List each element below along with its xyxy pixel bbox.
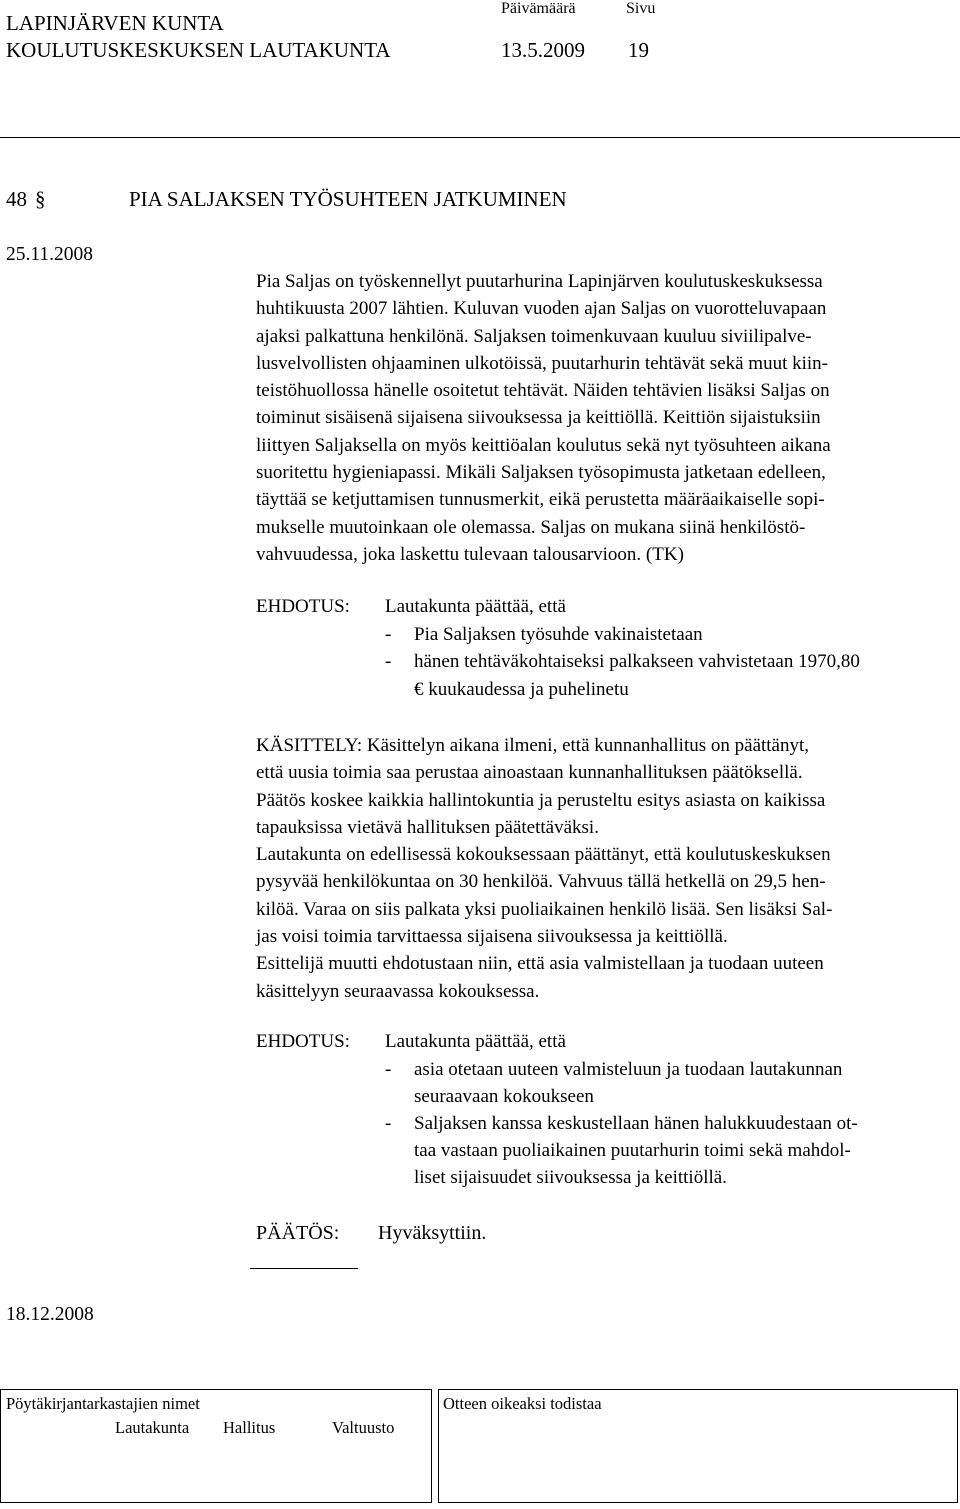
section-sign: §	[35, 187, 46, 211]
handling-line: Lautakunta on edellisessä kokouksessaan päättänyt, että koulutuskeskuksen	[256, 844, 831, 866]
handling-line: käsittelyyn seuraavassa kokouksessa.	[256, 980, 540, 1002]
body-line: mukselle muutoinkaan ole olemassa. Saljas on mukana siinä henkilöstö-	[256, 516, 806, 538]
decision-label: PÄÄTÖS:	[256, 1222, 340, 1244]
body-line: liittyen Saljaksella on myös keittiöalan koulutus sekä nyt työsuhteen aikana	[256, 434, 831, 456]
footer-body-valtuusto: Valtuusto	[332, 1418, 395, 1437]
body-paragraph	[256, 268, 956, 568]
proposal1-intro: Lautakunta päättää, että	[385, 596, 566, 617]
date-first: 25.11.2008	[6, 244, 94, 265]
board-name: KOULUTUSKESKUKSEN LAUTAKUNTA	[6, 38, 391, 62]
body-line: suoritettu hygieniapassi. Mikäli Saljaksen työsopimusta jatketaan edelleen,	[256, 462, 826, 484]
handling-line: tapauksissa vietävä hallituksen päätettäväksi.	[256, 816, 599, 838]
proposal2-item: liset sijaisuudet siivouksessa ja keittiöllä.	[414, 1167, 727, 1188]
footer-body-hallitus: Hallitus	[223, 1418, 276, 1437]
page-number: 19	[628, 38, 649, 62]
body-line: vahvuudessa, joka laskettu tulevaan talousarvioon. (TK)	[256, 543, 684, 565]
date-second: 18.12.2008	[6, 1304, 94, 1325]
proposal1-item: Pia Saljaksen työsuhde vakinaistetaan	[414, 624, 703, 645]
footer-body-lautakunta: Lautakunta	[115, 1418, 190, 1437]
item-number: 48	[6, 187, 27, 211]
header-rule	[0, 137, 960, 138]
decision-text: Hyväksyttiin.	[378, 1222, 487, 1244]
body-line: teistöhuollossa hänelle osoitetut tehtävät. Näiden tehtävien lisäksi Saljas on	[256, 380, 830, 402]
proposal1-item: € kuukaudessa ja puhelinetu	[414, 679, 629, 700]
handling-line: pysyvää henkilökuntaa on 30 henkilöä. Vahvuus tällä hetkellä on 29,5 hen-	[256, 871, 826, 893]
handling-line: KÄSITTELY: Käsittelyn aikana ilmeni, että kunnanhallitus on päättänyt,	[256, 735, 810, 756]
handling-line: Päätös koskee kaikkia hallintokuntia ja perusteltu esitys asiasta on kaikissa	[256, 789, 826, 811]
meeting-date: 13.5.2009	[501, 38, 585, 62]
body-line: täyttää se ketjuttamisen tunnusmerkit, eikä perustetta määräaikaiselle sopi-	[256, 489, 825, 511]
handling-line: jas voisi toimia tarvittaessa sijaisena siivouksessa ja keittiöllä.	[256, 926, 728, 948]
body-line: toiminut sisäisenä sijaisena siivouksessa ja keittiöllä. Keittiön sijaistuksiin	[256, 407, 821, 429]
handling-line: että uusia toimia saa perustaa ainoastaan kunnanhallituksen päätöksellä.	[256, 762, 803, 784]
body-line: Pia Saljas on työskennellyt puutarhurina Lapinjärven koulutuskeskuksessa	[256, 271, 823, 292]
proposal2-dash: -	[385, 1113, 392, 1134]
proposal2-dash: -	[385, 1059, 392, 1080]
certify-label: Otteen oikeaksi todistaa	[443, 1394, 602, 1413]
proposal1-dash: -	[385, 651, 392, 672]
checkers-label: Pöytäkirjantarkastajien nimet	[6, 1394, 200, 1413]
organization-name: LAPINJÄRVEN KUNTA	[6, 11, 224, 35]
decision-underline	[250, 1268, 358, 1269]
item-title: PIA SALJAKSEN TYÖSUHTEEN JATKUMINEN	[129, 187, 567, 211]
body-line: lusvelvollisten ohjaaminen ulkotöissä, puutarhurin tehtävät sekä muut kiin-	[256, 352, 829, 374]
proposal1-label: EHDOTUS:	[256, 596, 350, 617]
handling-line: Esittelijä muutti ehdotustaan niin, että asia valmistellaan ja tuodaan uuteen	[256, 953, 824, 975]
proposal2-item: taa vastaan puoliaikainen puutarhurin toimi sekä mahdol-	[414, 1140, 851, 1161]
proposal2-item: asia otetaan uuteen valmisteluun ja tuodaan lautakunnan	[414, 1059, 843, 1080]
proposal2-intro: Lautakunta päättää, että	[385, 1031, 566, 1052]
proposal1-dash: -	[385, 624, 392, 645]
page-label: Sivu	[626, 0, 656, 17]
proposal2-item: seuraavaan kokoukseen	[414, 1086, 594, 1107]
date-label: Päivämäärä	[501, 0, 576, 17]
body-line: huhtikuusta 2007 lähtien. Kuluvan vuoden ajan Saljas on vuorotteluvapaan	[256, 298, 827, 320]
proposal2-label: EHDOTUS:	[256, 1031, 350, 1052]
handling-line: kilöä. Varaa on siis palkata yksi puoliaikainen henkilö lisää. Sen lisäksi Sal-	[256, 898, 833, 920]
body-line: ajaksi palkattuna henkilönä. Saljaksen toimenkuvaan kuuluu siviilipalve-	[256, 325, 812, 347]
proposal1-item: hänen tehtäväkohtaiseksi palkakseen vahvistetaan 1970,80	[414, 651, 860, 672]
proposal2-item: Saljaksen kanssa keskustellaan hänen halukkuudestaan ot-	[414, 1113, 858, 1134]
handling-paragraph	[256, 732, 956, 1005]
